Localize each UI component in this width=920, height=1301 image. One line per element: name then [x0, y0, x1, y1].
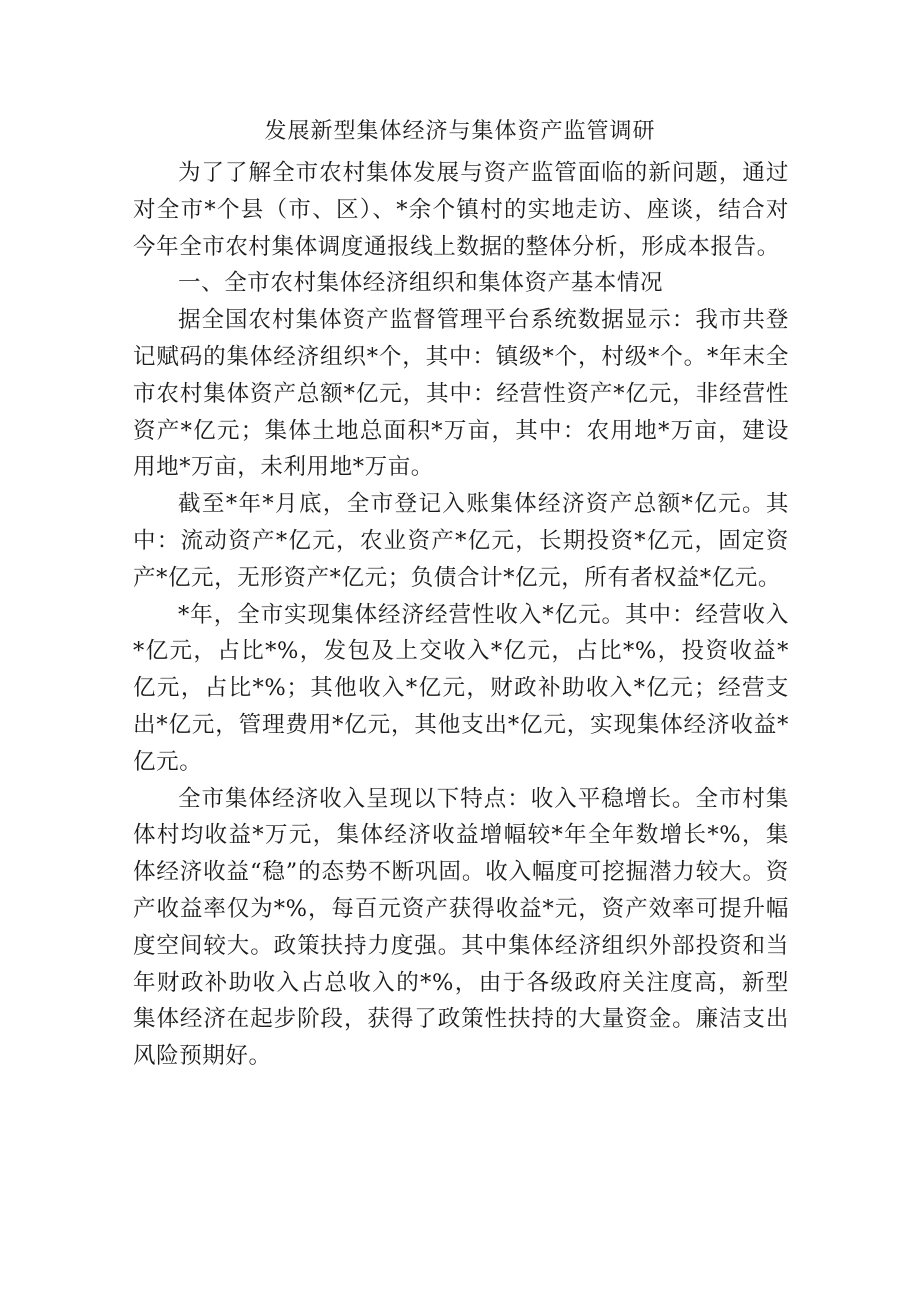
document-body	[133, 155, 789, 1075]
body-paragraph: 截至*年*月底，全市登记入账集体经济资产总额*亿元。其中：流动资产*亿元，农业资产*亿元，长期投资*亿元，固定资产*亿元，无形资产*亿元；负债合计*亿元，所有者权益*亿元。	[133, 491, 789, 591]
intro-paragraph: 为了了解全市农村集体发展与资产监管面临的新问题，通过对全市*个县（市、区）、*余个镇村的实地走访、座谈，结合对今年全市农村集体调度通报线上数据的整体分析，形成本报告。	[133, 160, 789, 260]
body-paragraph: 据全国农村集体资产监督管理平台系统数据显示：我市共登记赋码的集体经济组织*个，其中：镇级*个，村级*个。*年末全市农村集体资产总额*亿元，其中：经营性资产*亿元，非经营性资产*亿元；集体土地总面积*万亩，其中：农用地*万亩，建设用地*万亩，未利用地*万亩。	[133, 307, 789, 481]
body-paragraph: *年，全市实现集体经济经营性收入*亿元。其中：经营收入*亿元，占比*%，发包及上交收入*亿元，占比*%，投资收益*亿元，占比*%；其他收入*亿元，财政补助收入*亿元；经营支出*亿元，管理费用*亿元，其他支出*亿元，实现集体经济收益*亿元。	[133, 601, 789, 775]
document-title: 发展新型集体经济与集体资产监管调研	[264, 119, 656, 144]
section-heading: 一、全市农村集体经济组织和集体资产基本情况	[178, 270, 664, 297]
body-paragraph: 全市集体经济收入呈现以下特点：收入平稳增长。全市村集体村均收益*万元，集体经济收益增幅较*年全年数增长*%，集体经济收益“稳”的态势不断巩固。收入幅度可挖掘潜力较大。资产收益率仅为*%，每百元资产获得收益*元，资产效率可提升幅度空间较大。政策扶持力度强。其中集体经济组织外部投资和当年财政补助收入占总收入的*%，由于各级政府关注度高，新型集体经济在起步阶段，获得了政策性扶持的大量资金。廉洁支出风险预期好。	[133, 785, 789, 1070]
